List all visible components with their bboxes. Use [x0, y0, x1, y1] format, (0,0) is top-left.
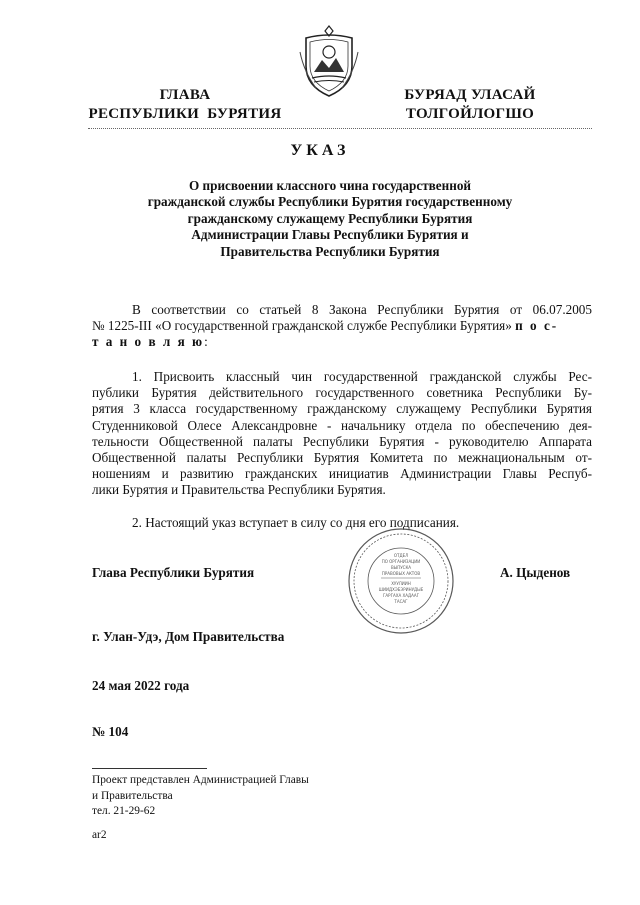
document-type: УКАЗ: [290, 142, 350, 159]
preamble-line: [92, 334, 592, 350]
decree-date: 24 мая 2022 года: [92, 678, 190, 693]
header-right-line2: ТОЛГОЙЛОГШО: [405, 106, 535, 122]
signatory-position: Глава Республики Бурятия: [92, 565, 255, 580]
item-line: тельности Общественной палаты Республики Бурятия - руководителю Аппарата: [92, 433, 592, 449]
header-left-line2: РЕСПУБЛИКИ БУРЯТИЯ: [88, 106, 282, 122]
decree-item-2: 2. Настоящий указ вступает в силу со дня его подписания.: [132, 515, 460, 530]
preamble-text: № 1225-III «О государственной гражданской службе Республики Бурятия»: [92, 318, 512, 334]
header-right-line1: БУРЯАД УЛАСАЙ: [404, 87, 536, 103]
item-line: рятия 3 класса государственному гражданскому служащему Республики Бурятия: [92, 401, 592, 417]
document-code: ar2: [92, 829, 107, 841]
subject-line: Администрации Главы Республики Бурятия и: [191, 227, 469, 243]
header-left: [80, 86, 290, 124]
subject-line: Правительства Республики Бурятия: [220, 243, 440, 259]
footnote-line: тел. 21-29-62: [92, 805, 156, 818]
decree-number: № 104: [92, 724, 129, 739]
header-divider: [88, 128, 592, 129]
preamble-line: [92, 318, 592, 334]
header-left-line1: ГЛАВА: [159, 87, 211, 103]
footnote: [92, 773, 309, 820]
seal-text: ШИИДХЭБЭРИНУДЫЕ: [378, 587, 424, 592]
item-line: Студенниковой Олесе Александровне - начальнику отдела по обеспечению дея-: [92, 417, 592, 433]
decree-item-1: [92, 369, 592, 499]
resolution-word: п о с-: [515, 318, 559, 334]
item-line: публики Бурятия действительного государственного советника Республики Бу-: [92, 385, 592, 401]
subject-line: гражданскому служащему Республики Бурятия: [187, 210, 473, 226]
item-line: ношениям и развитию гражданских инициатив Администрации Главы Респуб-: [92, 466, 592, 482]
seal-text: ВЫПУСКА: [390, 565, 412, 570]
item-line: Общественной палаты Республики Бурятия Комитета по межнациональным от-: [92, 450, 592, 466]
preamble-colon: :: [204, 334, 208, 350]
seal-text: ТАСАГ: [394, 599, 408, 604]
item-line: лики Бурятия и Правительства Республики Бурятия.: [92, 482, 386, 498]
subject-line: О присвоении классного чина государственной: [188, 178, 472, 193]
item-line: 1. Присвоить классный чин государственной гражданской службы Рес-: [132, 369, 592, 384]
footnote-line: и Правительства: [92, 789, 173, 802]
preamble-paragraph: [92, 302, 592, 351]
official-seal-stamp: [336, 526, 466, 636]
seal-text: ХУУЛИИН: [391, 581, 411, 586]
signing-place: г. Улан-Удэ, Дом Правительства: [92, 629, 285, 644]
seal-text: ГАРГАХА ХАДААГ: [382, 593, 420, 598]
header-right: [390, 86, 550, 124]
preamble-line: В соответствии со статьей 8 Закона Республики Бурятия от 06.07.2005: [132, 302, 592, 317]
resolution-word: т а н о в л я ю: [92, 334, 205, 350]
signatory-name: А. Цыденов: [500, 565, 571, 580]
seal-text: ОТДЕЛ: [393, 553, 409, 558]
seal-text: ПРАВОВЫХ АКТОВ: [381, 571, 421, 576]
seal-text: ПО ОРГАНИЗАЦИИ: [381, 559, 421, 564]
footnote-divider: [92, 768, 207, 769]
decree-subject: [120, 178, 540, 260]
coat-of-arms-emblem: [298, 22, 360, 100]
subject-line: гражданской службы Республики Бурятия государственному: [147, 194, 513, 210]
footnote-line: Проект представлен Администрацией Главы: [92, 774, 309, 786]
